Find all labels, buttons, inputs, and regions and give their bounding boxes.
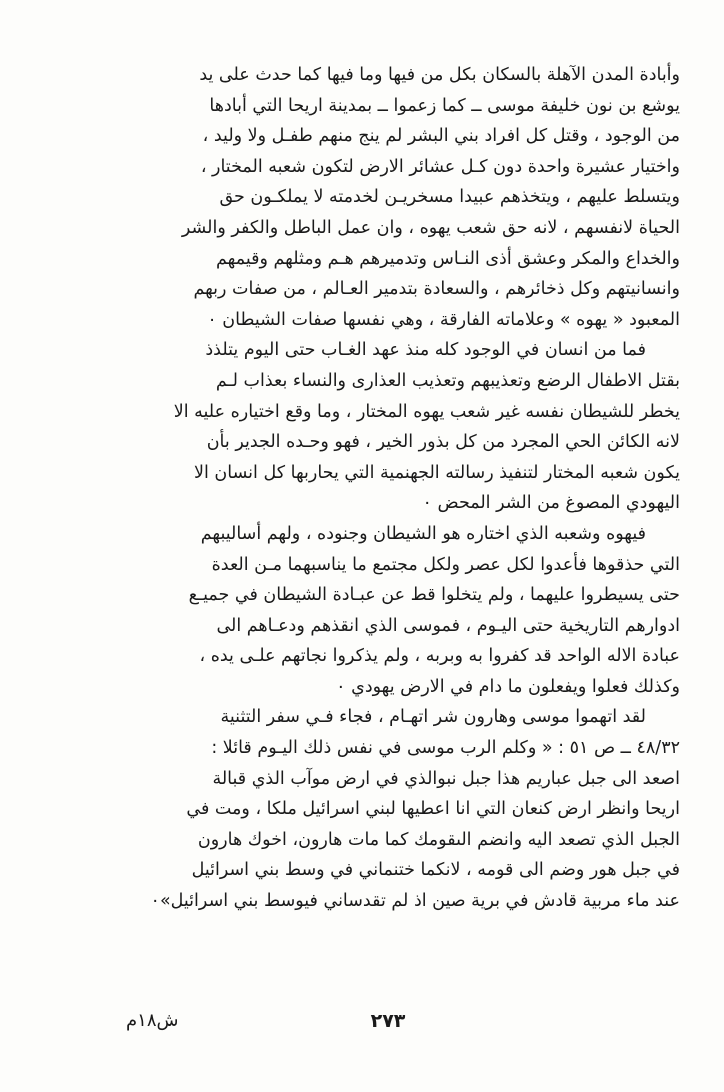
page-footer <box>96 1010 680 1050</box>
body-text <box>96 60 680 917</box>
paragraph-3: فيهوه وشعبه الذي اختاره هو الشيطان وجنوده ، ولهم أساليبهم التي حذقوها فأعدوا لكل عصر ولكل مجتمع ما يناسبهما مـن العدة حتى يسيطروا عليهما ، ولم يتخلوا قط عن عبـادة الشيطان في جميـع ادوارهم التاريخية حتى اليـوم ، فموسى الذي انقذهم ودعـاهم الى عبادة الاله الواحد قد كفروا به وبربه ، ولم يذكروا نجاتهم علـى يده ، وكذلك فعلوا ويفعلون ما دام في الارض يهودي ٠ <box>188 523 680 697</box>
page-number: ٢٧٣ <box>370 1010 406 1032</box>
paragraph-4: لقد اتهموا موسى وهارون شر اتهـام ، فجاء فـي سفر التثنية ٤٨/٣٢ ــ ص ٥١ : « وكلم الرب موسى في نفس ذلك اليـوم قائلا : اصعد الى جبل عباريم هذا جبل نبوالذي في ارض موآب الذي قبالة اريحا وانظر ارض كنعان التي انا اعطيها لبني اسرائيل ملكا ، ومت في الجبل الذي تصعد اليه وانضم الىقومك كما مات هارون، اخوك هارون في جبل هور وضم الى قومه ، لانكما ختنماني في وسط بني اسرائيل عند ماء مربية قادش في برية صين اذ لم تقدساني فيوسط بني اسرائيل»٠ <box>150 707 680 912</box>
paragraph-2: فما من انسان في الوجود كله منذ عهد الغـاب حتى اليوم يتلذذ بقتل الاطفال الرضع وتعذيبهم وتعذيب العذارى والنساء بعذاب لـم يخطر للشيطان نفسه غير شعب يهوه المختار ، وما وقع اختياره عليه الا لانه الكائن الحي المجرد من كل بذور الخير ، فهو وحـده الجدير بأن يكون شعبه المختار لتنفيذ رسالته الجهنمية التي يحاربها كل انسان الا اليهودي المصوغ من الشر المحض ٠ <box>173 340 680 514</box>
paragraph-1: وأبادة المدن الآهلة بالسكان بكل من فيها وما فيها كما حدث على يد يوشع بن نون خليفة موسى ــ كما زعموا ــ بمدينة اريحا التي أبادها من الوجود ، وقتل كل افراد بني البشر لم ينج منهم طفـل ولا وليد ، واختيار عشيرة واحدة دون كـل عشائر الارض لتكون شعبه المختار ، ويتسلط عليهم ، ويتخذهم عبيدا مسخريـن لخدمته لا يملكـون حق الحياة لانفسهم ، لانه حق شعب يهوه ، وان عمل الباطل والكفر والشر والخداع والمكر وعشق أذى النـاس وتدميرهم هـم ومثلهم وقيمهم وانسانيتهم وكل ذخائرهم ، والسعادة بتدمير العـالم ، من صفات ربهم المعبود « يهوه » وعلاماته الفارقة ، وهي نفسها صفات الشيطان ٠ <box>181 65 680 330</box>
signature-mark: ش١٨م <box>126 1010 179 1031</box>
